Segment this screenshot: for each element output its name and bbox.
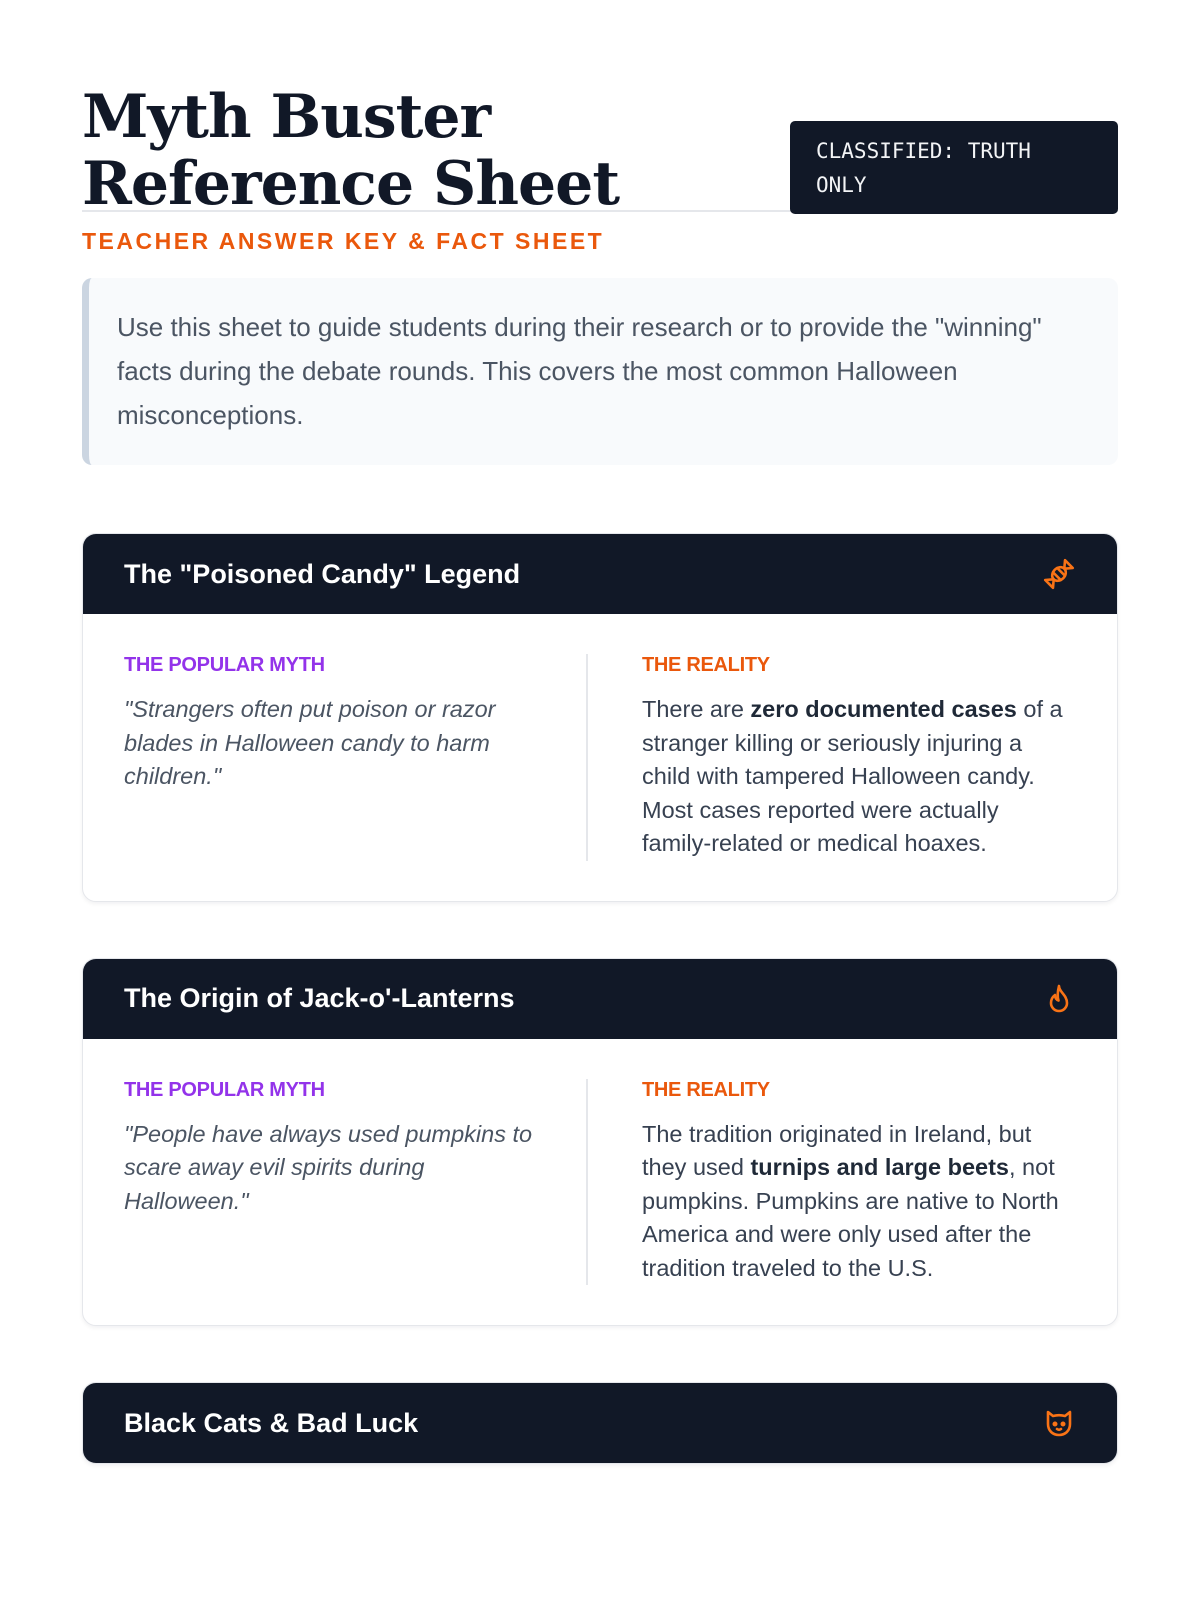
page-subtitle: TEACHER ANSWER KEY & FACT SHEET	[82, 228, 605, 254]
myth-text: "Strangers often put poison or razor blades in Halloween candy to harm children."	[124, 696, 496, 789]
intro-callout: Use this sheet to guide students during their research or to provide the "winning" facts during the debate rounds. This covers the most common Halloween misconceptions.	[82, 278, 1118, 465]
reality-label: THE REALITY	[642, 654, 770, 676]
card-body	[83, 1039, 1117, 1326]
flame-icon	[1042, 982, 1076, 1016]
reality-text-part: There are	[642, 696, 751, 722]
reality-text-part: of a stranger killing or seriously injuring a child with tampered Halloween candy. Most cases reported were actually family-related or medical hoaxes.	[642, 696, 1063, 856]
classified-badge: CLASSIFIED: TRUTH ONLY	[790, 121, 1118, 214]
myth-column	[124, 1079, 588, 1286]
card-title: The "Poisoned Candy" Legend	[124, 558, 521, 589]
reality-text	[642, 1118, 1068, 1286]
reality-label: THE REALITY	[642, 1078, 770, 1101]
candy-icon	[1042, 557, 1076, 591]
myth-label: THE POPULAR MYTH	[124, 1078, 325, 1101]
card-body	[83, 614, 1117, 901]
card-header	[83, 959, 1117, 1039]
card-title: The Origin of Jack-o'-Lanterns	[124, 983, 515, 1013]
myth-card	[82, 1382, 1118, 1464]
reality-text-part: The tradition originated in Ireland, but they used	[642, 1120, 1032, 1180]
reality-column	[588, 1079, 1076, 1286]
page-header	[82, 0, 1118, 254]
reality-text	[642, 693, 1068, 861]
card-title: Black Cats & Bad Luck	[124, 1407, 419, 1438]
reality-highlight: zero documented cases	[750, 696, 1017, 722]
card-header	[83, 1383, 1117, 1463]
reality-highlight: turnips and large beets	[750, 1154, 1009, 1180]
myth-text: "People have always used pumpkins to scare away evil spirits during Halloween."	[124, 1120, 533, 1214]
myth-card	[82, 533, 1118, 902]
myth-card	[82, 958, 1118, 1327]
card-header	[83, 534, 1117, 614]
page-title: Myth Buster Reference Sheet	[82, 82, 620, 219]
reality-text-part: , not pumpkins. Pumpkins are native to North America and were only used after the tradition traveled to the U.S.	[642, 1154, 1059, 1281]
reality-column	[588, 654, 1076, 861]
myth-label: THE POPULAR MYTH	[124, 654, 325, 676]
myth-column	[124, 654, 588, 861]
cat-icon	[1042, 1406, 1076, 1440]
